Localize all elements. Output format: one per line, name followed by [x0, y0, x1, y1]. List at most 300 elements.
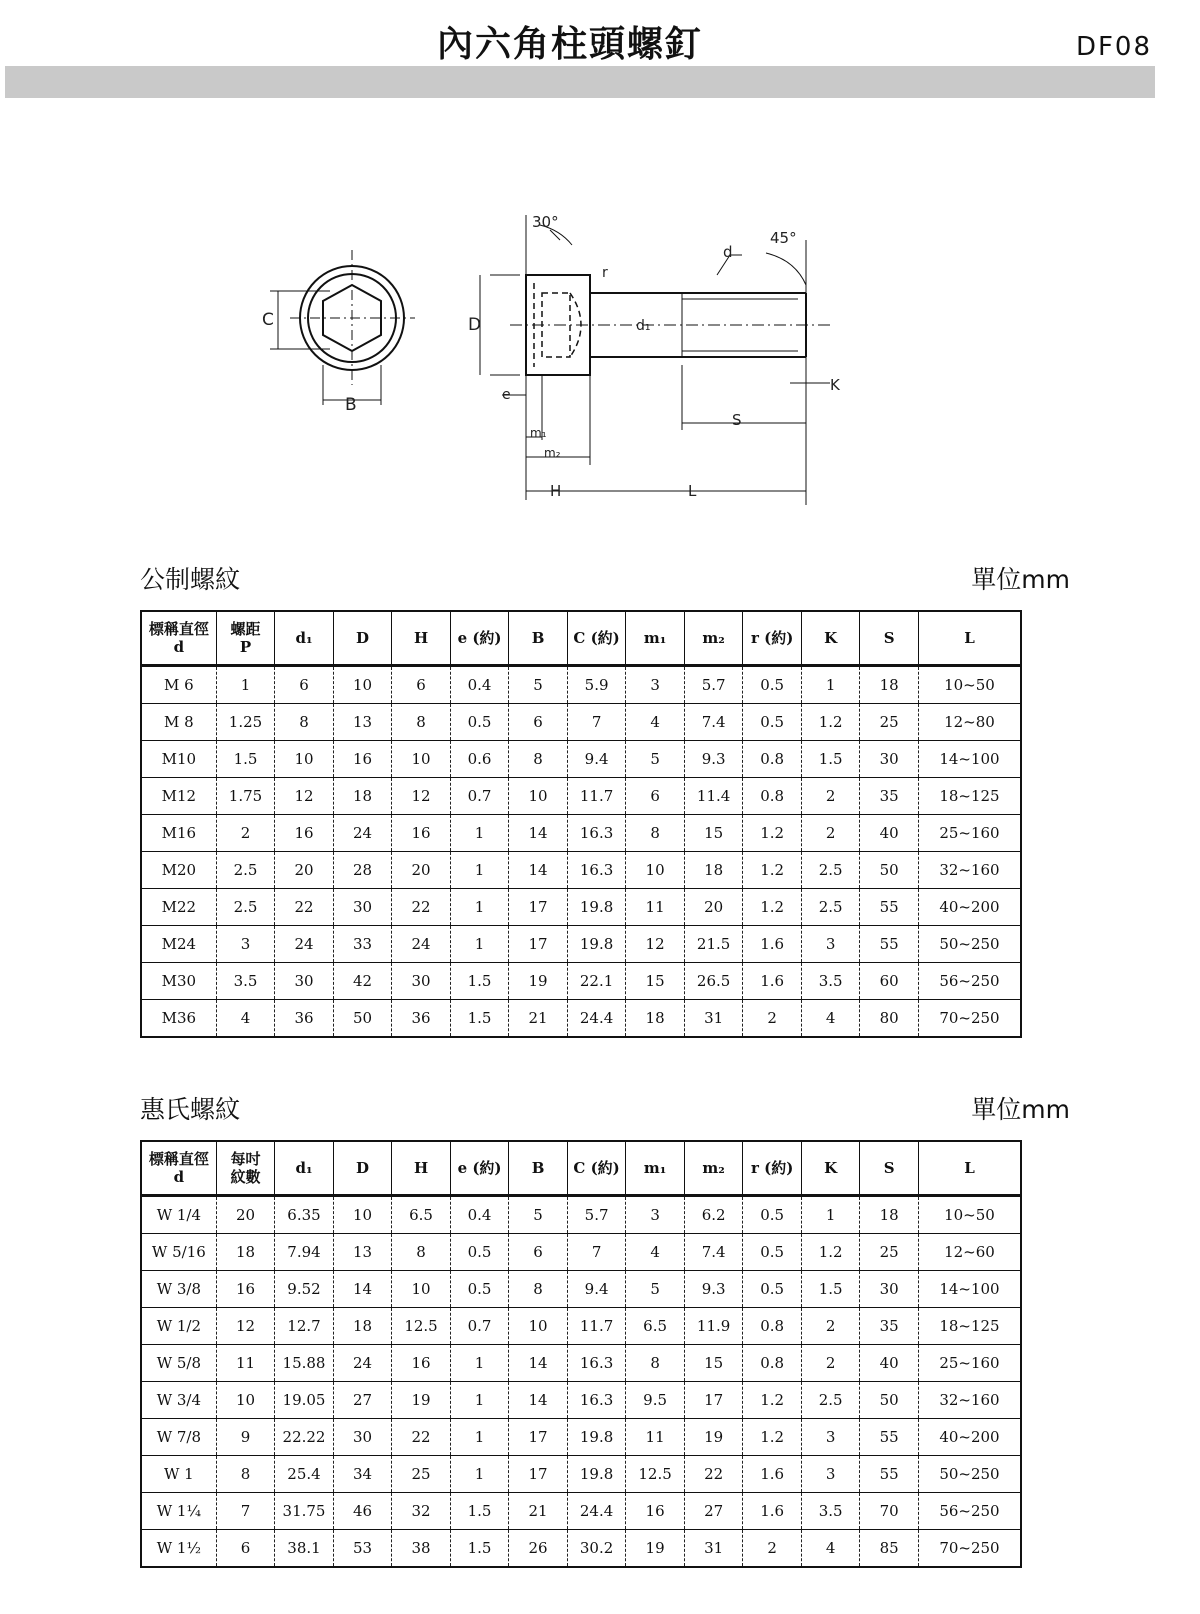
table-cell: 21 — [509, 1000, 568, 1038]
column-header-line: 標稱直徑 — [148, 620, 209, 638]
table-cell: 1 — [450, 852, 509, 889]
column-header-line: K — [824, 629, 838, 647]
table-row — [141, 815, 1021, 852]
table-cell: 18~125 — [918, 1308, 1021, 1345]
table-cell: 11.7 — [567, 778, 626, 815]
table-cell: 27 — [684, 1493, 743, 1530]
table-cell: 6.35 — [275, 1196, 334, 1234]
table-cell: 12.7 — [275, 1308, 334, 1345]
table-cell: 6 — [216, 1530, 275, 1568]
table-cell: 3.5 — [216, 963, 275, 1000]
label-d1: d₁ — [636, 318, 651, 334]
table-cell: 14 — [509, 852, 568, 889]
table-cell: 2 — [216, 815, 275, 852]
side-view — [480, 215, 830, 505]
table-cell: 24 — [333, 1345, 392, 1382]
table-cell: W 3/4 — [141, 1382, 216, 1419]
table-cell: 10 — [275, 741, 334, 778]
table-cell: 35 — [860, 1308, 919, 1345]
table-cell: 2 — [801, 1308, 860, 1345]
table-cell: M20 — [141, 852, 216, 889]
table-cell: 3 — [626, 1196, 685, 1234]
table-cell: 14 — [333, 1271, 392, 1308]
table-row — [141, 889, 1021, 926]
whitworth-spec-table — [140, 1140, 1022, 1568]
table-cell: 20 — [216, 1196, 275, 1234]
table-cell: 33 — [333, 926, 392, 963]
label-m1: m₁ — [530, 426, 547, 440]
table-cell: 15.88 — [275, 1345, 334, 1382]
table-cell: 13 — [333, 1234, 392, 1271]
table-row — [141, 1382, 1021, 1419]
table-cell: 16 — [275, 815, 334, 852]
table-cell: 56~250 — [918, 1493, 1021, 1530]
table-cell: 0.7 — [450, 778, 509, 815]
table-cell: 8 — [626, 815, 685, 852]
table-cell: 8 — [216, 1456, 275, 1493]
table-cell: 25 — [860, 1234, 919, 1271]
column-header — [626, 1141, 685, 1196]
metric-spec-table — [140, 610, 1022, 1038]
table-cell: 2 — [743, 1530, 802, 1568]
table-cell: 0.5 — [450, 1234, 509, 1271]
table-cell: 19 — [626, 1530, 685, 1568]
table-cell: 1.2 — [743, 815, 802, 852]
label-S: S — [732, 411, 742, 429]
table-cell: 11.9 — [684, 1308, 743, 1345]
table-cell: 16 — [333, 741, 392, 778]
table-cell: 22 — [275, 889, 334, 926]
column-header — [743, 611, 802, 666]
table-cell: 19 — [509, 963, 568, 1000]
table-cell: 22.1 — [567, 963, 626, 1000]
table-cell: W 1¼ — [141, 1493, 216, 1530]
table-cell: 8 — [509, 741, 568, 778]
label-r: r — [602, 265, 608, 281]
table-cell: 2.5 — [216, 889, 275, 926]
table-cell: 5.7 — [567, 1196, 626, 1234]
table-cell: 1.2 — [743, 852, 802, 889]
table-cell: 1 — [216, 666, 275, 704]
table-cell: 22 — [392, 889, 451, 926]
table-cell: W 1½ — [141, 1530, 216, 1568]
table-cell: 46 — [333, 1493, 392, 1530]
table-cell: 12 — [626, 926, 685, 963]
table-cell: 30 — [860, 741, 919, 778]
table-cell: 11.7 — [567, 1308, 626, 1345]
table-cell: 9.52 — [275, 1271, 334, 1308]
table-cell: 18 — [333, 778, 392, 815]
table-cell: 2 — [801, 1345, 860, 1382]
table-cell: 19.8 — [567, 1419, 626, 1456]
table-cell: 11 — [626, 1419, 685, 1456]
column-header — [141, 611, 216, 666]
table-cell: 1 — [801, 666, 860, 704]
page-title: 內六角柱頭螺釘 — [436, 24, 703, 65]
table-cell: 22 — [684, 1456, 743, 1493]
table-cell: 1.5 — [450, 1530, 509, 1568]
column-header — [918, 1141, 1021, 1196]
table-cell: 38.1 — [275, 1530, 334, 1568]
table-cell: 10 — [392, 1271, 451, 1308]
table-cell: 18 — [860, 1196, 919, 1234]
table-row — [141, 963, 1021, 1000]
table-cell: 18 — [684, 852, 743, 889]
table-row — [141, 1530, 1021, 1568]
table-cell: W 1/4 — [141, 1196, 216, 1234]
table-cell: 19.05 — [275, 1382, 334, 1419]
column-header-line: r (約) — [750, 629, 794, 647]
table-cell: 40 — [860, 815, 919, 852]
table-cell: 10 — [626, 852, 685, 889]
table-cell: 19.8 — [567, 889, 626, 926]
table-cell: M16 — [141, 815, 216, 852]
table-cell: M36 — [141, 1000, 216, 1038]
table-cell: 1.2 — [801, 1234, 860, 1271]
table-row — [141, 1234, 1021, 1271]
table-cell: 31.75 — [275, 1493, 334, 1530]
table-cell: M30 — [141, 963, 216, 1000]
table-cell: 2 — [743, 1000, 802, 1038]
table-cell: 20 — [684, 889, 743, 926]
table-cell: 10~50 — [918, 1196, 1021, 1234]
table-cell: 24 — [392, 926, 451, 963]
column-header-line: C (約) — [573, 1159, 620, 1177]
column-header-line: d₁ — [295, 629, 313, 647]
page-code: DF08 — [1075, 32, 1152, 62]
table-cell: 6 — [509, 1234, 568, 1271]
table-cell: 25.4 — [275, 1456, 334, 1493]
table-cell: 12~80 — [918, 704, 1021, 741]
table-cell: 7 — [216, 1493, 275, 1530]
table-cell: 24 — [275, 926, 334, 963]
table-cell: 18 — [626, 1000, 685, 1038]
table-cell: 20 — [275, 852, 334, 889]
table-cell: 12 — [275, 778, 334, 815]
table-cell: W 5/8 — [141, 1345, 216, 1382]
table-cell: 8 — [392, 704, 451, 741]
table-cell: 1 — [450, 1419, 509, 1456]
table-cell: 11 — [216, 1345, 275, 1382]
table-cell: 0.5 — [743, 1196, 802, 1234]
table-cell: 10 — [509, 778, 568, 815]
table-cell: 9.4 — [567, 741, 626, 778]
table-row — [141, 1456, 1021, 1493]
table-cell: 16 — [216, 1271, 275, 1308]
column-header — [333, 611, 392, 666]
label-H: H — [550, 482, 562, 500]
table-cell: 19 — [392, 1382, 451, 1419]
table-cell: 10 — [392, 741, 451, 778]
screw-diagram — [130, 215, 890, 525]
table-cell: 16.3 — [567, 852, 626, 889]
table-cell: M 8 — [141, 704, 216, 741]
table-cell: 18 — [860, 666, 919, 704]
table-cell: 14 — [509, 815, 568, 852]
table-cell: 1 — [450, 1345, 509, 1382]
table-header-row — [141, 1141, 1021, 1196]
table-cell: 40 — [860, 1345, 919, 1382]
table-cell: 0.4 — [450, 666, 509, 704]
table-cell: 1.2 — [743, 889, 802, 926]
table-cell: 0.7 — [450, 1308, 509, 1345]
table-cell: 14~100 — [918, 1271, 1021, 1308]
column-header — [450, 1141, 509, 1196]
table-cell: 16 — [392, 815, 451, 852]
table-header-row — [141, 611, 1021, 666]
column-header — [392, 611, 451, 666]
column-header-line: m₂ — [702, 629, 725, 647]
table-cell: 0.5 — [743, 1234, 802, 1271]
column-header — [333, 1141, 392, 1196]
table-cell: 6.2 — [684, 1196, 743, 1234]
table-cell: 1.2 — [801, 704, 860, 741]
table-cell: 17 — [509, 889, 568, 926]
table-cell: 4 — [216, 1000, 275, 1038]
table-cell: W 5/16 — [141, 1234, 216, 1271]
column-header-line: 標稱直徑 — [148, 1150, 209, 1168]
table-cell: 50 — [860, 852, 919, 889]
column-header — [450, 611, 509, 666]
table-cell: 55 — [860, 926, 919, 963]
label-d: d — [723, 243, 733, 261]
table-cell: 2 — [801, 778, 860, 815]
table-cell: W 3/8 — [141, 1271, 216, 1308]
table-cell: 15 — [684, 815, 743, 852]
table-cell: 3 — [801, 1456, 860, 1493]
table-cell: 20 — [392, 852, 451, 889]
label-45deg: 45° — [770, 229, 797, 247]
table-cell: 0.8 — [743, 1308, 802, 1345]
table-cell: 10~50 — [918, 666, 1021, 704]
table-cell: 15 — [684, 1345, 743, 1382]
table-cell: 53 — [333, 1530, 392, 1568]
table-cell: W 7/8 — [141, 1419, 216, 1456]
table-cell: 3 — [216, 926, 275, 963]
table-cell: 9.4 — [567, 1271, 626, 1308]
header-bar — [5, 66, 1155, 98]
table-cell: 17 — [509, 926, 568, 963]
label-e: e — [502, 387, 511, 403]
column-header-line: B — [531, 629, 545, 647]
table-cell: 9.5 — [626, 1382, 685, 1419]
table-cell: 0.5 — [743, 1271, 802, 1308]
column-header-line: m₂ — [702, 1159, 725, 1177]
column-header — [509, 1141, 568, 1196]
table-cell: 3 — [801, 1419, 860, 1456]
table-cell: 17 — [684, 1382, 743, 1419]
metric-section-title: 公制螺紋 — [140, 565, 241, 594]
column-header-line: r (約) — [750, 1159, 794, 1177]
table-cell: M22 — [141, 889, 216, 926]
column-header-line: P — [239, 638, 252, 656]
table-cell: 25~160 — [918, 815, 1021, 852]
label-m2: m₂ — [544, 446, 561, 460]
table-cell: 40~200 — [918, 889, 1021, 926]
column-header-line: S — [883, 1159, 895, 1177]
column-header — [567, 611, 626, 666]
table-cell: 24.4 — [567, 1493, 626, 1530]
column-header-line: m₁ — [643, 1159, 667, 1177]
table-cell: 6.5 — [626, 1308, 685, 1345]
table-cell: 34 — [333, 1456, 392, 1493]
table-cell: 2.5 — [801, 852, 860, 889]
label-b: B — [345, 395, 357, 415]
table-row — [141, 1196, 1021, 1234]
table-cell: 1.5 — [450, 1493, 509, 1530]
table-cell: 12 — [216, 1308, 275, 1345]
table-cell: 10 — [333, 1196, 392, 1234]
whitworth-section-title: 惠氏螺紋 — [140, 1095, 241, 1124]
column-header-line: 紋數 — [230, 1168, 261, 1186]
table-cell: 26.5 — [684, 963, 743, 1000]
table-cell: M24 — [141, 926, 216, 963]
table-cell: 19.8 — [567, 926, 626, 963]
table-cell: 1.25 — [216, 704, 275, 741]
table-cell: 0.8 — [743, 741, 802, 778]
column-header — [275, 1141, 334, 1196]
table-cell: 1.75 — [216, 778, 275, 815]
table-cell: 0.8 — [743, 778, 802, 815]
table-cell: 9.3 — [684, 741, 743, 778]
table-cell: 1.6 — [743, 926, 802, 963]
table-cell: 12.5 — [626, 1456, 685, 1493]
table-row — [141, 926, 1021, 963]
table-cell: 18 — [216, 1234, 275, 1271]
table-cell: 7 — [567, 704, 626, 741]
table-cell: 0.8 — [743, 1345, 802, 1382]
table-cell: 31 — [684, 1530, 743, 1568]
table-cell: 6 — [275, 666, 334, 704]
table-cell: 0.5 — [743, 704, 802, 741]
table-cell: 55 — [860, 1419, 919, 1456]
table-cell: 5.9 — [567, 666, 626, 704]
table-cell: 1.5 — [450, 1000, 509, 1038]
table-cell: 50 — [333, 1000, 392, 1038]
column-header — [626, 611, 685, 666]
column-header — [141, 1141, 216, 1196]
table-cell: 21.5 — [684, 926, 743, 963]
metric-unit-label: 單位mm — [971, 565, 1070, 594]
table-cell: 8 — [509, 1271, 568, 1308]
table-cell: 5 — [626, 741, 685, 778]
table-cell: 1 — [450, 926, 509, 963]
table-cell: 25 — [860, 704, 919, 741]
table-cell: 1 — [450, 889, 509, 926]
label-30deg: 30° — [532, 215, 559, 231]
table-cell: 55 — [860, 889, 919, 926]
table-cell: 6 — [392, 666, 451, 704]
column-header-line: 每吋 — [230, 1150, 261, 1168]
table-row — [141, 1493, 1021, 1530]
column-header — [801, 611, 860, 666]
table-cell: 0.5 — [450, 1271, 509, 1308]
table-cell: 1.2 — [743, 1382, 802, 1419]
table-cell: 1.2 — [743, 1419, 802, 1456]
table-cell: 0.5 — [743, 666, 802, 704]
table-cell: 10 — [509, 1308, 568, 1345]
table-cell: 10 — [216, 1382, 275, 1419]
table-cell: M10 — [141, 741, 216, 778]
column-header — [275, 611, 334, 666]
column-header-line: d₁ — [295, 1159, 313, 1177]
table-row — [141, 778, 1021, 815]
column-header — [918, 611, 1021, 666]
table-cell: 22 — [392, 1419, 451, 1456]
table-cell: 36 — [392, 1000, 451, 1038]
table-row — [141, 704, 1021, 741]
column-header-line: S — [883, 629, 895, 647]
column-header-line: L — [964, 1159, 975, 1177]
table-row — [141, 1345, 1021, 1382]
table-cell: 32~160 — [918, 852, 1021, 889]
table-cell: 18~125 — [918, 778, 1021, 815]
column-header — [684, 611, 743, 666]
whitworth-unit-label: 單位mm — [971, 1095, 1070, 1124]
table-cell: W 1/2 — [141, 1308, 216, 1345]
table-cell: 7.4 — [684, 1234, 743, 1271]
table-cell: 30 — [333, 889, 392, 926]
table-cell: 21 — [509, 1493, 568, 1530]
table-cell: 17 — [509, 1456, 568, 1493]
table-cell: 27 — [333, 1382, 392, 1419]
table-cell: 55 — [860, 1456, 919, 1493]
table-cell: 70~250 — [918, 1530, 1021, 1568]
table-cell: 7 — [567, 1234, 626, 1271]
table-cell: 28 — [333, 852, 392, 889]
label-c: C — [262, 310, 274, 330]
table-cell: 12~60 — [918, 1234, 1021, 1271]
table-cell: 12 — [392, 778, 451, 815]
label-L: L — [688, 482, 697, 500]
table-cell: 3.5 — [801, 963, 860, 1000]
table-cell: 7.4 — [684, 704, 743, 741]
table-cell: 25~160 — [918, 1345, 1021, 1382]
table-cell: 8 — [275, 704, 334, 741]
table-cell: 36 — [275, 1000, 334, 1038]
table-cell: 2.5 — [801, 889, 860, 926]
table-cell: 31 — [684, 1000, 743, 1038]
label-D: D — [468, 315, 482, 335]
column-header-line: K — [824, 1159, 838, 1177]
table-cell: 0.6 — [450, 741, 509, 778]
table-row — [141, 1419, 1021, 1456]
table-cell: 32~160 — [918, 1382, 1021, 1419]
column-header-line: m₁ — [643, 629, 667, 647]
column-header — [392, 1141, 451, 1196]
table-cell: 9 — [216, 1419, 275, 1456]
table-cell: 1.5 — [801, 1271, 860, 1308]
table-cell: 56~250 — [918, 963, 1021, 1000]
table-cell: 11.4 — [684, 778, 743, 815]
column-header-line: D — [356, 1159, 370, 1177]
table-row — [141, 1271, 1021, 1308]
table-cell: 38 — [392, 1530, 451, 1568]
table-row — [141, 852, 1021, 889]
column-header — [684, 1141, 743, 1196]
table-cell: 22.22 — [275, 1419, 334, 1456]
table-cell: 17 — [509, 1419, 568, 1456]
column-header-line: B — [531, 1159, 545, 1177]
label-K: K — [830, 376, 840, 394]
table-cell: 1.5 — [801, 741, 860, 778]
table-cell: 6.5 — [392, 1196, 451, 1234]
table-cell: 25 — [392, 1456, 451, 1493]
table-cell: 11 — [626, 889, 685, 926]
table-cell: 4 — [626, 1234, 685, 1271]
column-header-line: e (約) — [457, 629, 502, 647]
column-header — [216, 611, 275, 666]
